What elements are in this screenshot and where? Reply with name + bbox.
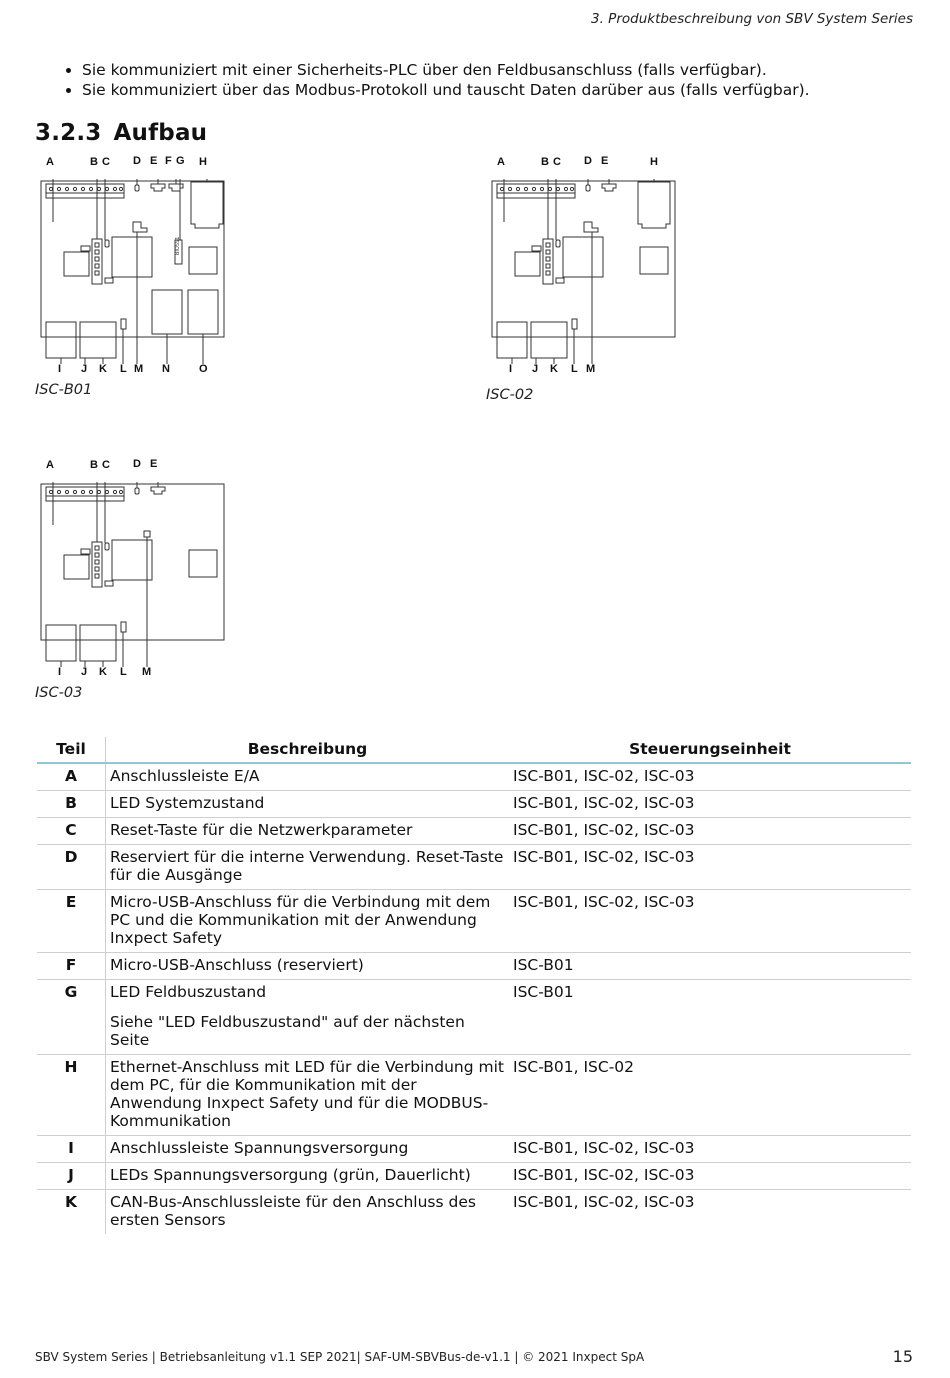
label-h: H — [199, 156, 207, 168]
cell-description: Anschlussleiste E/A — [106, 763, 510, 791]
figure-isc-03 — [35, 455, 235, 680]
figure-caption: ISC-02 — [486, 387, 534, 403]
label-c: C — [553, 156, 561, 168]
cell-description: Reset-Taste für die Netzwerkparameter — [106, 818, 510, 845]
table-row — [37, 791, 911, 818]
cell-part: C — [37, 818, 106, 845]
board-outline — [41, 181, 224, 337]
label-e: E — [601, 155, 609, 167]
column-header-control-unit: Steuerungseinheit — [509, 737, 911, 763]
column-header-part: Teil — [37, 737, 106, 763]
cell-control-unit: ISC-B01, ISC-02, ISC-03 — [509, 1136, 911, 1163]
table-row — [37, 953, 911, 980]
reset-button-c — [556, 240, 560, 247]
ethernet-port-h — [638, 182, 670, 228]
reset-button-c — [105, 543, 109, 550]
page-number: 15 — [892, 1347, 913, 1366]
label-e: E — [150, 155, 158, 167]
table-row — [37, 1190, 911, 1235]
board-diagram-isc-b01 — [35, 152, 235, 377]
label-b: B — [90, 156, 98, 168]
label-n: N — [162, 363, 170, 375]
column-header-description: Beschreibung — [106, 737, 510, 763]
label-k: K — [99, 363, 107, 375]
label-l: L — [571, 363, 578, 375]
label-l: L — [120, 363, 127, 375]
label-j: J — [81, 363, 88, 375]
label-m: M — [586, 363, 596, 375]
cell-part: I — [37, 1136, 106, 1163]
cell-part: F — [37, 953, 106, 980]
cell-control-unit: ISC-B01, ISC-02, ISC-03 — [509, 845, 911, 890]
io-terminal — [497, 184, 575, 198]
label-b: B — [541, 156, 549, 168]
usb-port-f — [169, 184, 183, 191]
usb-port-e — [151, 487, 165, 494]
table-row — [37, 1163, 911, 1190]
label-i: I — [509, 363, 513, 375]
cell-description: Micro-USB-Anschluss für die Verbindung mit dem PC und die Kommunikation mit der Anwendung Inxpect Safety — [106, 890, 510, 953]
cell-control-unit: ISC-B01, ISC-02 — [509, 1055, 911, 1136]
cell-part: G — [37, 980, 106, 1055]
label-a: A — [46, 156, 54, 168]
label-k: K — [550, 363, 558, 375]
cell-control-unit: ISC-B01, ISC-02, ISC-03 — [509, 763, 911, 791]
board-outline — [492, 181, 675, 337]
cell-control-unit: ISC-B01 — [509, 953, 911, 980]
page-footer: SBV System Series | Betriebsanleitung v1.1 SEP 2021| SAF-UM-SBVBus-de-v1.1 | © 2021 Inxpect SpA — [35, 1350, 645, 1364]
can-terminal-k — [80, 625, 116, 661]
label-a: A — [497, 156, 505, 168]
cell-control-unit: ISC-B01, ISC-02, ISC-03 — [509, 791, 911, 818]
power-terminal-i — [46, 625, 76, 661]
label-f: F — [165, 155, 172, 167]
cell-control-unit: ISC-B01, ISC-02, ISC-03 — [509, 1163, 911, 1190]
cell-description: Anschlussleiste Spannungsversorgung — [106, 1136, 510, 1163]
connector-o — [188, 290, 218, 334]
label-d: D — [133, 458, 141, 470]
cell-description — [106, 980, 510, 1055]
intro-bullet: • Sie kommuniziert über das Modbus-Protokoll und tauscht Daten darüber aus (falls verfügbar). — [82, 80, 810, 100]
label-c: C — [102, 156, 110, 168]
reset-button-d — [135, 185, 139, 191]
cross-reference-note: Siehe "LED Feldbuszustand" auf der nächsten Seite — [110, 1013, 465, 1049]
figure-caption: ISC-B01 — [35, 382, 93, 398]
figure-isc-b01 — [35, 152, 235, 377]
parts-table — [37, 737, 911, 1234]
table-row — [37, 1136, 911, 1163]
section-number: 3.2.3 — [35, 120, 102, 146]
board-outline — [41, 484, 224, 640]
reset-button-d — [586, 185, 590, 191]
board-diagram-isc-02 — [486, 152, 686, 377]
table-row — [37, 845, 911, 890]
label-i: I — [58, 666, 62, 678]
label-d: D — [133, 155, 141, 167]
label-e: E — [150, 458, 158, 470]
cell-description: LEDs Spannungsversorgung (grün, Dauerlicht) — [106, 1163, 510, 1190]
section-title: Aufbau — [113, 120, 208, 146]
table-row — [37, 890, 911, 953]
table-row — [37, 1055, 911, 1136]
cell-control-unit: ISC-B01, ISC-02, ISC-03 — [509, 818, 911, 845]
label-j: J — [532, 363, 539, 375]
label-m: M — [142, 666, 152, 678]
cell-control-unit: ISC-B01, ISC-02, ISC-03 — [513, 1193, 695, 1211]
intro-bullet: • Sie kommuniziert mit einer Sicherheits-PLC über den Feldbusanschluss (falls verfügbar). — [82, 60, 810, 80]
label-c: C — [102, 459, 110, 471]
table-row — [37, 763, 911, 791]
label-m: M — [134, 363, 144, 375]
cell-description: CAN-Bus-Anschlussleiste für den Anschluss des ersten Sensors — [106, 1190, 510, 1235]
power-terminal-i — [497, 322, 527, 358]
ethernet-port-h — [191, 182, 223, 228]
usb-port-e — [151, 184, 165, 191]
can-terminal-k — [531, 322, 567, 358]
board-diagram-isc-03 — [35, 455, 235, 680]
cell-part: D — [37, 845, 106, 890]
io-terminal — [46, 487, 124, 501]
cell-part: E — [37, 890, 106, 953]
cell-control-unit: ISC-B01 — [509, 980, 911, 1055]
table-row — [37, 980, 911, 1055]
description-text: LED Feldbuszustand — [110, 983, 267, 1001]
cell-part: K — [64, 1193, 77, 1211]
cell-part: B — [37, 791, 106, 818]
can-terminal-k — [80, 322, 116, 358]
figure-caption: ISC-03 — [35, 685, 83, 701]
cell-description: Ethernet-Anschluss mit LED für die Verbindung mit dem PC, für die Kommunikation mit der Anwendung Inxpect Safety und für die MODBUS-Kommunikation — [106, 1055, 510, 1136]
label-a: A — [46, 459, 54, 471]
label-h: H — [650, 156, 658, 168]
table-row — [37, 818, 911, 845]
usb-port-e — [602, 184, 616, 191]
section-heading — [35, 120, 207, 146]
label-j: J — [81, 666, 88, 678]
intro-bullet-list — [60, 60, 810, 100]
label-o: O — [199, 363, 208, 375]
table-header-row — [37, 737, 911, 763]
label-g: G — [176, 155, 185, 167]
cell-description: Reserviert für die interne Verwendung. Reset-Taste für die Ausgänge — [106, 845, 510, 890]
cell-description: LED Systemzustand — [106, 791, 510, 818]
connector-n — [152, 290, 182, 334]
label-l: L — [120, 666, 127, 678]
cell-part: A — [37, 763, 106, 791]
power-terminal-i — [46, 322, 76, 358]
chip-text: BIOSS1 — [175, 236, 181, 255]
figure-isc-02 — [486, 152, 686, 377]
label-i: I — [58, 363, 62, 375]
reset-button-d — [135, 488, 139, 494]
io-terminal — [46, 184, 124, 198]
cell-part: J — [37, 1163, 106, 1190]
label-d: D — [584, 155, 592, 167]
reset-button-c — [105, 240, 109, 247]
cell-control-unit: ISC-B01, ISC-02, ISC-03 — [509, 890, 911, 953]
running-head: 3. Produktbeschreibung von SBV System Series — [591, 11, 913, 27]
cell-part: H — [37, 1055, 106, 1136]
label-k: K — [99, 666, 107, 678]
cell-description: Micro-USB-Anschluss (reserviert) — [106, 953, 510, 980]
label-b: B — [90, 459, 98, 471]
